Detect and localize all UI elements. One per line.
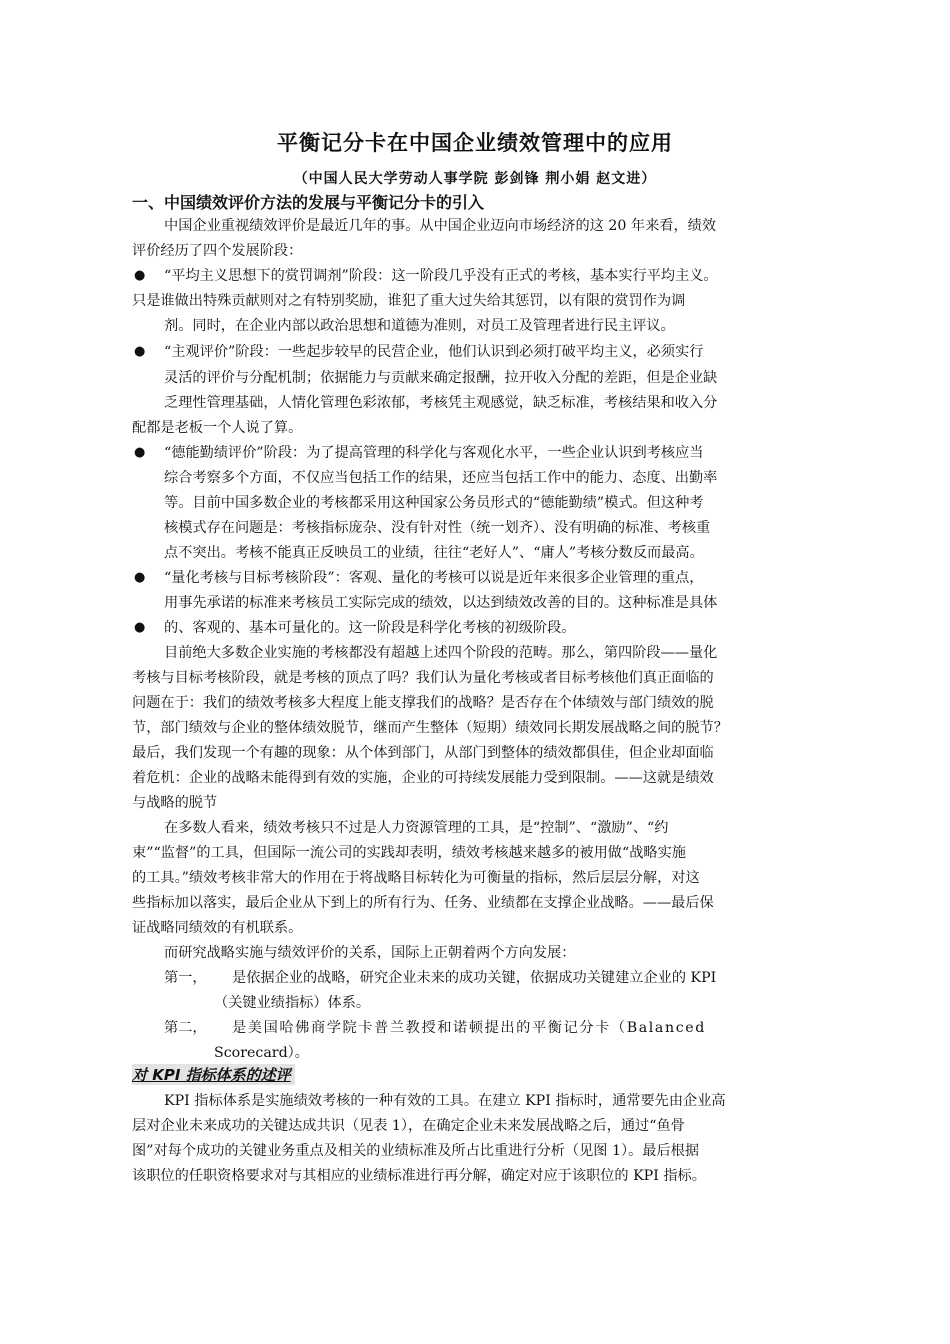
paragraph-line: 节，部门绩效与企业的整体绩效脱节，继而产生整体（短期）绩效同长期发展战略之间的脱节？ <box>132 720 728 736</box>
paragraph-line: 图”对每个成功的关键业务重点及相关的业绩标准及所占比重进行分析（见图 1）。最后根据 <box>132 1143 700 1159</box>
page-title: 平衡记分卡在中国企业绩效管理中的应用 <box>277 131 673 155</box>
paragraph-line: 问题在于：我们的绩效考核多大程度上能支撑我们的战略？是否存在个体绩效与部门绩效的脱 <box>132 695 714 711</box>
bullet-icon: ● <box>134 344 146 359</box>
paragraph-line: 而研究战略实施与绩效评价的关系，国际上正朝着两个方向发展： <box>164 945 576 961</box>
bullet-icon: ● <box>134 620 146 635</box>
paragraph-line: 证战略同绩效的有机联系。 <box>132 920 303 936</box>
paragraph-line: 最后，我们发现一个有趣的现象：从个体到部门，从部门到整体的绩效都俱佳，但企业却面临 <box>132 745 714 761</box>
bullet-line: “主观评价”阶段：一些起步较早的民营企业，他们认识到必须打破平均主义，必须实行 <box>164 344 704 360</box>
bullet-line: 的、客观的、基本可量化的。这一阶段是科学化考核的初级阶段。 <box>164 620 576 636</box>
paragraph-line: 些指标加以落实，最后企业从下到上的所有行为、任务、业绩都在支撑企业战略。——最后保 <box>132 895 714 911</box>
bullet-icon: ● <box>134 268 146 283</box>
paragraph-line: 的工具。”绩效考核非常大的作用在于将战略目标转化为可衡量的指标，然后层层分解，对这 <box>132 870 700 886</box>
list-label: 第一， <box>164 970 207 986</box>
bullet-line: 点不突出。考核不能真正反映员工的业绩，往往“老好人”、“庸人”考核分数反而最高。 <box>164 545 704 561</box>
paragraph-line: 评价经历了四个发展阶段： <box>132 243 303 259</box>
paragraph-line: 中国企业重视绩效评价是最近几年的事。从中国企业迈向市场经济的这 20 年来看，绩效 <box>164 218 717 234</box>
paragraph-line: 着危机：企业的战略未能得到有效的实施，企业的可持续发展能力受到限制。——这就是绩效 <box>132 770 714 786</box>
list-item-text: （关键业绩指标）体系。 <box>214 995 371 1011</box>
bullet-line: 核模式存在问题是：考核指标庞杂、没有针对性（统一划齐）、没有明确的标准、考核重 <box>164 520 711 536</box>
bullet-icon: ● <box>134 570 146 585</box>
authors-line: （中国人民大学劳动人事学院 彭剑锋 荆小娟 赵文进） <box>293 171 657 187</box>
kpi-subheading: 对 KPI 指标体系的述评 <box>132 1064 295 1085</box>
paragraph-line: 与战略的脱节 <box>132 795 218 811</box>
bullet-line: 只是谁做出特殊贡献则对之有特别奖励，谁犯了重大过失给其惩罚，以有限的赏罚作为调 <box>132 293 686 309</box>
paragraph-line: 考核与目标考核阶段，就是考核的顶点了吗？我们认为量化考核或者目标考核他们真正面临的 <box>132 670 714 686</box>
paragraph-line: 束”“监督”的工具，但国际一流公司的实践却表明，绩效考核越来越多的被用做“战略实施 <box>132 845 686 861</box>
list-item-text: 是依据企业的战略，研究企业未来的成功关键，依据成功关键建立企业的 KPI <box>232 970 717 986</box>
bullet-line: 剂。同时，在企业内部以政治思想和道德为准则，对员工及管理者进行民主评议。 <box>164 318 675 334</box>
bullet-line: “德能勤绩评价”阶段：为了提高管理的科学化与客观化水平，一些企业认识到考核应当 <box>164 445 704 461</box>
bullet-line: 用事先承诺的标准来考核员工实际完成的绩效，以达到绩效改善的目的。这种标准是具体 <box>164 595 718 611</box>
paragraph-line: 在多数人看来，绩效考核只不过是人力资源管理的工具，是“控制”、“激励”、“约 <box>164 820 669 836</box>
section-heading: 一、中国绩效评价方法的发展与平衡记分卡的引入 <box>132 193 485 212</box>
list-item-text: Scorecard）。 <box>214 1045 309 1061</box>
bullet-line: 乏理性管理基础，人情化管理色彩浓郁，考核凭主观感觉，缺乏标准，考核结果和收入分 <box>164 395 718 411</box>
paragraph-line: 该职位的任职资格要求对与其相应的业绩标准进行再分解，确定对应于该职位的 KPI 指标。 <box>132 1168 706 1184</box>
bullet-line: 综合考察多个方面，不仅应当包括工作的结果，还应当包括工作中的能力、态度、出勤率 <box>164 470 718 486</box>
bullet-icon: ● <box>134 445 146 460</box>
bullet-line: 灵活的评价与分配机制；依据能力与贡献来确定报酬，拉开收入分配的差距，但是企业缺 <box>164 370 718 386</box>
bullet-line: “平均主义思想下的赏罚调剂”阶段：这一阶段几乎没有正式的考核，基本实行平均主义。 <box>164 268 718 284</box>
bullet-line: “量化考核与目标考核阶段”：客观、量化的考核可以说是近年来很多企业管理的重点， <box>164 570 704 586</box>
paragraph-line: KPI 指标体系是实施绩效考核的一种有效的工具。在建立 KPI 指标时，通常要先由企业高 <box>164 1093 726 1109</box>
paragraph-line: 目前绝大多数企业实施的考核都没有超越上述四个阶段的范畴。那么，第四阶段——量化 <box>164 645 718 661</box>
bullet-line: 配都是老板一个人说了算。 <box>132 420 303 436</box>
list-item-text: 是美国哈佛商学院卡普兰教授和诺顿提出的平衡记分卡（Balanced <box>232 1020 706 1036</box>
list-label: 第二， <box>164 1020 207 1036</box>
paragraph-line: 层对企业未来成功的关键达成共识（见表 1），在确定企业未来发展战略之后，通过“鱼骨 <box>132 1118 685 1134</box>
bullet-line: 等。目前中国多数企业的考核都采用这种国家公务员形式的“德能勤绩”模式。但这种考 <box>164 495 704 511</box>
